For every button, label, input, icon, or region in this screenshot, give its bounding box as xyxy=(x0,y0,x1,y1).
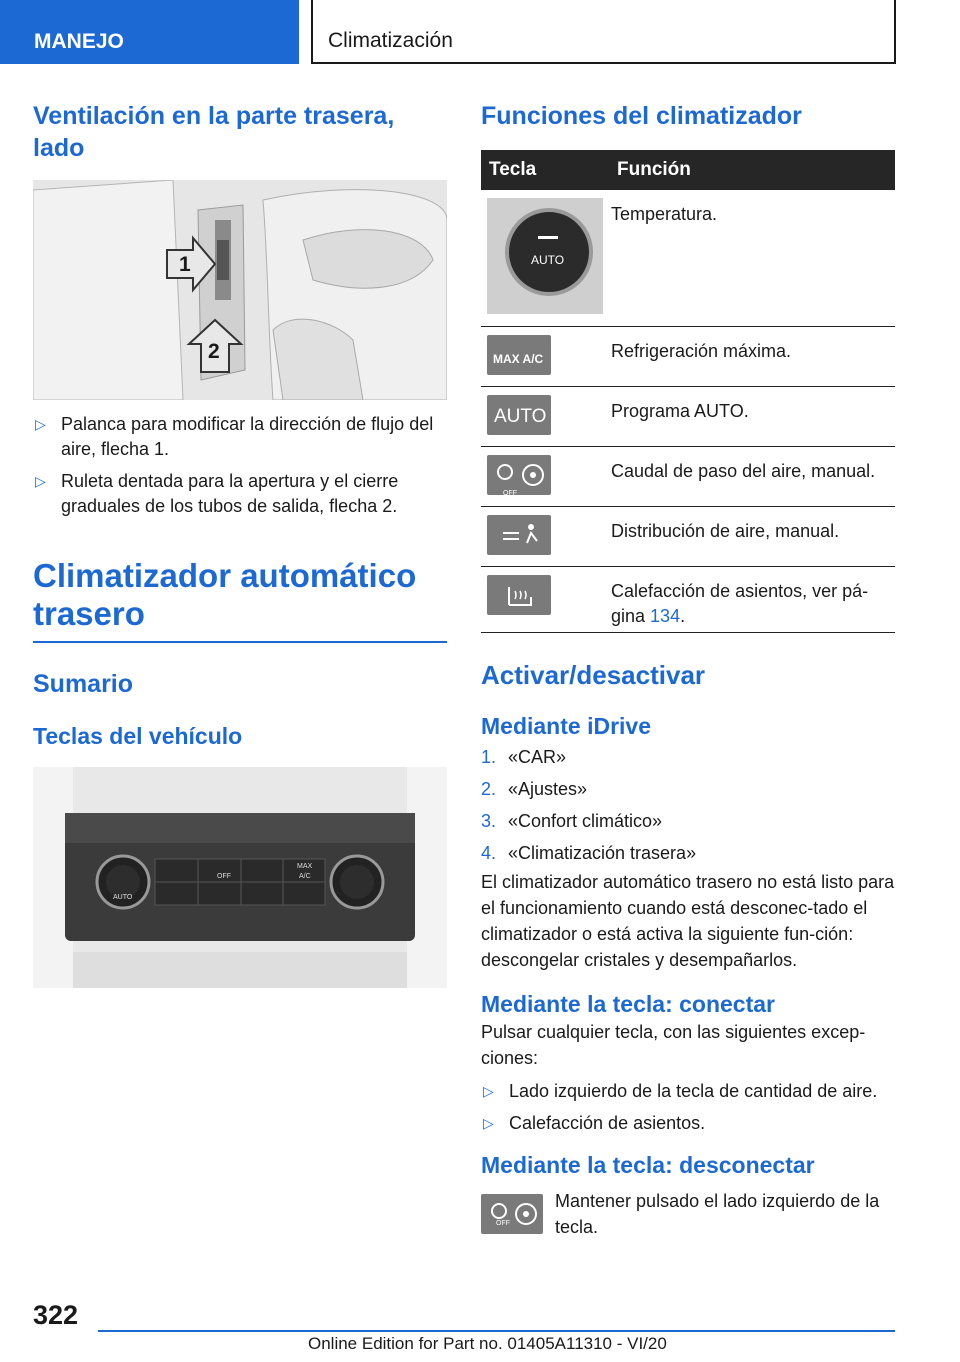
triangle-bullet-icon: ▷ xyxy=(483,1082,494,1099)
function-text: Temperatura. xyxy=(607,190,895,326)
triangle-bullet-icon: ▷ xyxy=(483,1114,494,1131)
fan-off-key-icon: OFF xyxy=(481,1194,543,1234)
key-on-heading: Mediante la tecla: conectar xyxy=(481,990,775,1017)
table-row xyxy=(481,446,895,506)
seat-heating-key-icon xyxy=(487,575,551,615)
auto-key-icon: AUTO xyxy=(487,395,551,435)
panel-max-label: MAX xyxy=(297,863,313,870)
key-on-bullet-list xyxy=(481,1079,895,1136)
function-text: Distribución de aire, manual. xyxy=(607,506,895,566)
panel-off-label: OFF xyxy=(217,873,231,880)
list-item: ▷ Calefacción de asientos. xyxy=(481,1111,895,1136)
fan-speed-key-icon: OFF xyxy=(487,455,551,495)
air-distribution-key-icon xyxy=(487,515,551,555)
rear-vent-figure xyxy=(33,180,447,400)
triangle-bullet-icon: ▷ xyxy=(35,416,46,432)
triangle-bullet-icon: ▷ xyxy=(35,473,46,489)
list-item: ▷ Ruleta dentada para la apertura y el cierre graduales de los tubos de salida, flecha 2. xyxy=(35,471,399,516)
heading-rule xyxy=(33,641,447,643)
functions-heading: Funciones del climatizador xyxy=(481,102,802,130)
key-off-heading: Mediante la tecla: desconectar xyxy=(481,1151,815,1178)
table-row xyxy=(481,190,895,326)
control-panel-figure xyxy=(33,767,447,988)
list-item: 1. «CAR» xyxy=(481,746,567,767)
list-item: ▷ Lado izquierdo de la tecla de cantidad de aire. xyxy=(481,1079,895,1104)
summary-heading: Sumario xyxy=(33,670,134,698)
function-text: Caudal de paso del aire, manual. xyxy=(607,446,895,506)
section-tab xyxy=(0,0,299,64)
table-row xyxy=(481,326,895,386)
footer-rule xyxy=(98,1330,895,1332)
function-text: Calefacción de asientos, ver pá‐gina 134. xyxy=(607,566,895,632)
functions-table xyxy=(481,150,895,633)
main-heading: Climatizador automático trasero xyxy=(33,557,417,632)
vent-bullet-list xyxy=(33,412,447,519)
key-off-row xyxy=(481,1188,895,1244)
section-label: MANEJO xyxy=(34,30,124,53)
activate-heading: Activar/desactivar xyxy=(481,659,706,690)
table-header-row xyxy=(481,150,895,190)
chapter-title-box xyxy=(311,0,896,64)
function-text: Refrigeración máxima. xyxy=(607,326,895,386)
page-number: 322 xyxy=(33,1300,79,1330)
idrive-steps xyxy=(481,741,895,869)
table-row xyxy=(481,506,895,566)
vent-heading: Ventilación en la parte trasera, lado xyxy=(33,102,395,162)
keys-heading: Teclas del vehículo xyxy=(33,723,243,749)
rear-vent-illustration xyxy=(33,180,447,400)
list-item: 4. «Climatización trasera» xyxy=(481,842,697,863)
idrive-heading: Mediante iDrive xyxy=(481,712,651,739)
list-item: 2. «Ajustes» xyxy=(481,778,588,799)
list-item: 3. «Confort climático» xyxy=(481,810,663,831)
panel-ac-label: A/C xyxy=(299,873,311,880)
column-header-key: Tecla xyxy=(481,150,607,190)
panel-auto-label: AUTO xyxy=(113,894,133,901)
list-item: ▷ Palanca para modificar la dirección de flujo del aire, flecha 1. xyxy=(35,414,434,459)
chapter-title: Climatización xyxy=(328,29,453,52)
page-link[interactable]: 134 xyxy=(650,605,681,626)
table-row xyxy=(481,386,895,446)
temperature-knob-icon: AUTO xyxy=(487,198,603,314)
left-column xyxy=(33,100,447,988)
key-on-text: Pulsar cualquier tecla, con las siguientes excep‐ciones: xyxy=(481,1021,866,1068)
max-ac-key-icon: MAX A/C xyxy=(487,335,551,375)
edition-note: Online Edition for Part no. 01405A11310 - VI/20 xyxy=(308,1334,667,1353)
column-header-function: Función xyxy=(607,150,895,190)
function-text: Programa AUTO. xyxy=(607,386,895,446)
control-panel-illustration xyxy=(33,767,447,988)
right-column xyxy=(481,100,895,1244)
table-row xyxy=(481,566,895,632)
idrive-note: El climatizador automático trasero no está listo para el funcionamiento cuando está desconec‐tado el climatizador o está activa la siguiente fun‐ción: descongelar cristales y desempañarlos. xyxy=(481,871,895,970)
arrow-label-2: 2 xyxy=(208,340,220,363)
arrow-label-1: 1 xyxy=(179,253,191,276)
key-off-text: Mantener pulsado el lado izquierdo de la tecla. xyxy=(555,1190,880,1237)
